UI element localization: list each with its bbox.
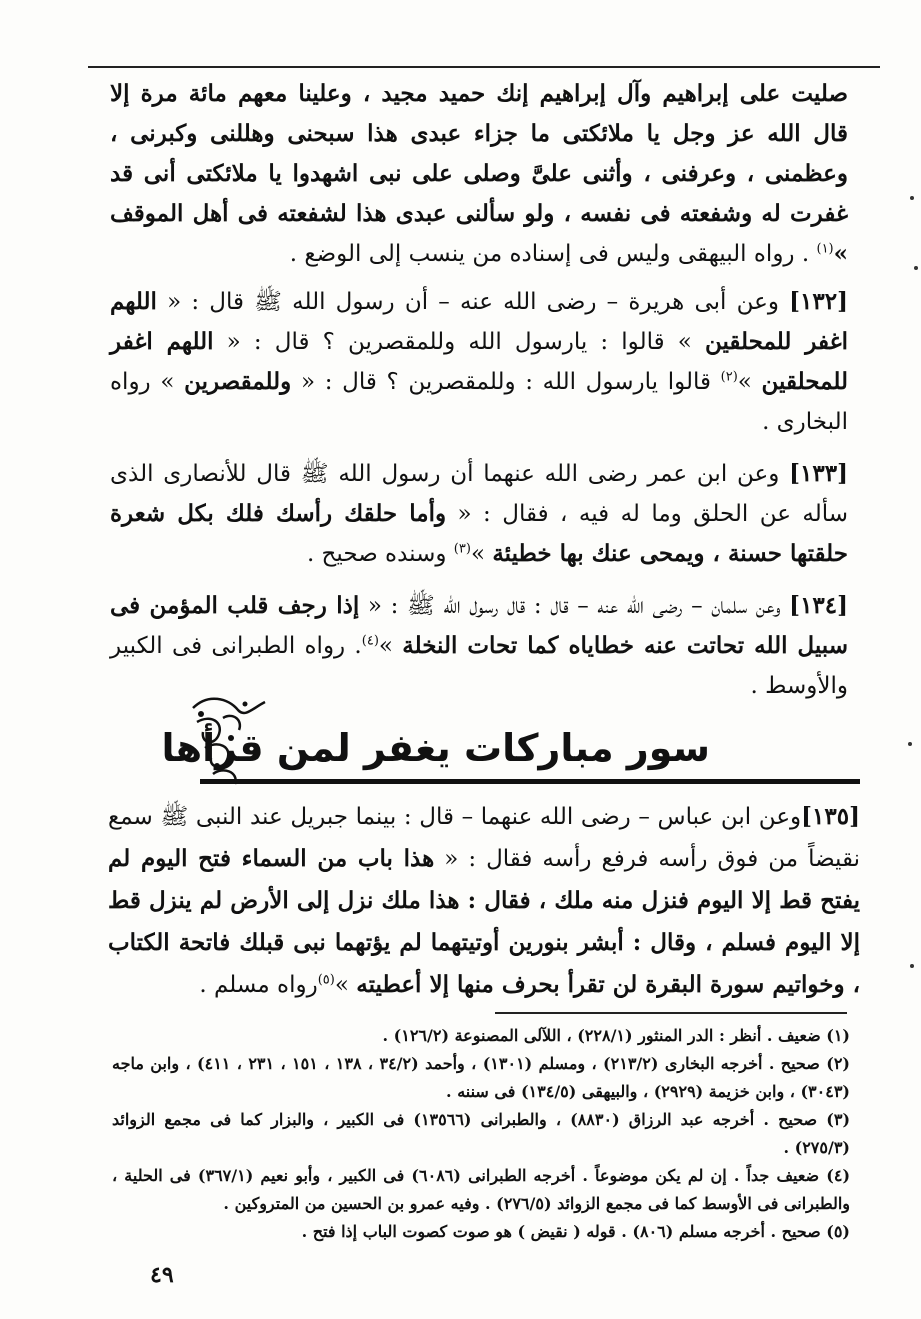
main-text [110, 74, 848, 718]
hadith-source: » رواه البخارى . [110, 369, 848, 435]
hadith-text: » [737, 369, 752, 395]
footnote-ref-4: (٤) [361, 633, 379, 649]
intro-source: . رواه البيهقى وليس فى إسناده من ينسب إلى الوضع . [289, 241, 810, 267]
footnote-ref-2: (٢) [720, 369, 738, 385]
footnote-ref-1: (١) [816, 241, 834, 257]
hadith-quote: هذا باب من السماء فتح اليوم لم يفتح قط إلا اليوم فنزل منه ملك ، فقال : هذا ملك نزل إلى الأرض لم ينزل قط إلا اليوم فسلم ، وقال : أبشر بنورين أوتيتهما لم يؤتهما نبى قبلك فاتحة الكتاب ، وخواتيم سورة البقرة لن تقرأ بحرف منها إلا أعطيته [108, 845, 860, 998]
main-text-continued [108, 796, 860, 1006]
footnote-rule [495, 1012, 847, 1014]
hadith-quote: وللمقصرين [184, 368, 292, 395]
hadith-number: [١٣٣] [789, 460, 848, 487]
margin-mark [914, 266, 918, 270]
footnote-1: (١) ضعيف . أنظر : الدر المنثور (٢٢٨/١) ، اللآلى المصنوعة (١٢٦/٢) . [382, 1026, 850, 1045]
footnote-5: (٥) صحيح . أخرجه مسلم (٨٠٦) . قوله ( نقيض ) هو صوت كصوت الباب إذا فتح . [301, 1222, 850, 1241]
hadith-source: رواه مسلم . [199, 972, 318, 998]
hadith-quote: إذا رجف قلب المؤمن فى سبيل الله تحاتت عنه خطاياه كما تحات النخلة [110, 592, 849, 659]
margin-mark [910, 196, 914, 200]
header-rule [88, 66, 880, 68]
footnote-3: (٣) صحيح . أخرجه عبد الرزاق (٨٨٣٠) ، والطبرانى (١٣٥٦٦) فى الكبير ، والبزار كما فى مجمع الزوائد (٢٧٥/٣) . [112, 1110, 851, 1157]
hadith-132 [110, 282, 848, 442]
hadith-135 [108, 796, 860, 1006]
page-number: ٤٩ [150, 1262, 174, 1288]
hadith-number: [١٣٤] [789, 592, 849, 619]
intro-quote: صليت على إبراهيم وآل إبراهيم إنك حميد مجيد ، وعلينا معهم مائة مرة إلا قال الله عز وجل يا ملائكتى ما جزاء عبدى هذا سبحنى وهللنى وكبرنى ، وعظمنى ، وعرفنى ، وأثنى علىَّ وصلى على نبى اشهدوا يا ملائكتى أنى قد غفرت له وشفعته فى نفسه ، ولو سألنى عبدى هذا لشفعته فى أهل الموقف » [110, 80, 848, 267]
margin-mark [910, 964, 914, 968]
section-rule [200, 779, 860, 784]
hadith-text: وعن ابن عباس – رضى الله عنهما – قال : بينما جبريل عند النبى ﷺ سمع نقيضاً من فوق رأسه فرفع رأسه فقال : « [108, 804, 860, 872]
footnote-ref-3: (٣) [453, 541, 471, 557]
hadith-text: قالوا يارسول الله : وللمقصرين ؟ قال : « [300, 369, 711, 395]
hadith-text: » [378, 633, 393, 659]
paragraph-intro [110, 74, 848, 274]
hadith-quote: اللهم اغفر للمحلقين [110, 328, 849, 395]
footnote-2: (٢) صحيح . أخرجه البخارى (٢١٣/٢) ، ومسلم (١٣٠١) ، وأحمد (٣٤/٢ ، ١٣٨ ، ١٥١ ، ٢٣١ ، ٤١١) ، وابن ماجه (٣٠٤٣) ، وابن خزيمة (٢٩٢٩) ، والبيهقى (١٣٤/٥) فى سننه . [112, 1054, 850, 1101]
hadith-133 [110, 454, 848, 574]
hadith-text: » [470, 541, 486, 567]
hadith-text: » قالوا : يارسول الله وللمقصرين ؟ قال : « [226, 329, 692, 355]
hadith-text: وعن أبى هريرة – رضى الله عنه – أن رسول الله ﷺ قال : « [167, 289, 779, 315]
section-heading [161, 716, 860, 786]
hadith-source: وسنده صحيح . [306, 541, 447, 567]
hadith-text: » [334, 972, 349, 998]
footnotes [112, 1022, 850, 1246]
hadith-text: وعن سلمان – رضى الله عنه – قال : قال رسول الله ﷺ : « [367, 593, 781, 619]
hadith-source: . رواه الطبرانى فى الكبير والأوسط . [110, 633, 848, 699]
hadith-quote: وأما حلقك رأسك فلك بكل شعرة حلقتها حسنة ، ويمحى عنك بها خطيئة [110, 500, 848, 567]
footnote-ref-5: (٥) [317, 972, 335, 988]
footnote-4: (٤) ضعيف جداً . إن لم يكن موضوعاً . أخرجه الطبرانى (٦٠٨٦) فى الكبير ، وأبو نعيم (٣٦٧/١) فى الحلية ، والطبرانى فى الأوسط كما فى مجمع الزوائد (٢٧٦/٥) . وفيه عمرو بن الحسين من المتروكين . [112, 1166, 851, 1213]
hadith-number: [١٣٢] [789, 288, 848, 315]
hadith-text: وعن ابن عمر رضى الله عنهما أن رسول الله ﷺ قال للأنصارى الذى سأله عن الحلق وما له فيه ، فقال : « [110, 461, 848, 527]
section-title: سور مباركات يغفر لمن قرأها [161, 726, 710, 770]
margin-mark [908, 742, 912, 746]
hadith-number: [١٣٥] [801, 803, 860, 830]
hadith-quote: اللهم اغفر للمحلقين [110, 288, 849, 355]
